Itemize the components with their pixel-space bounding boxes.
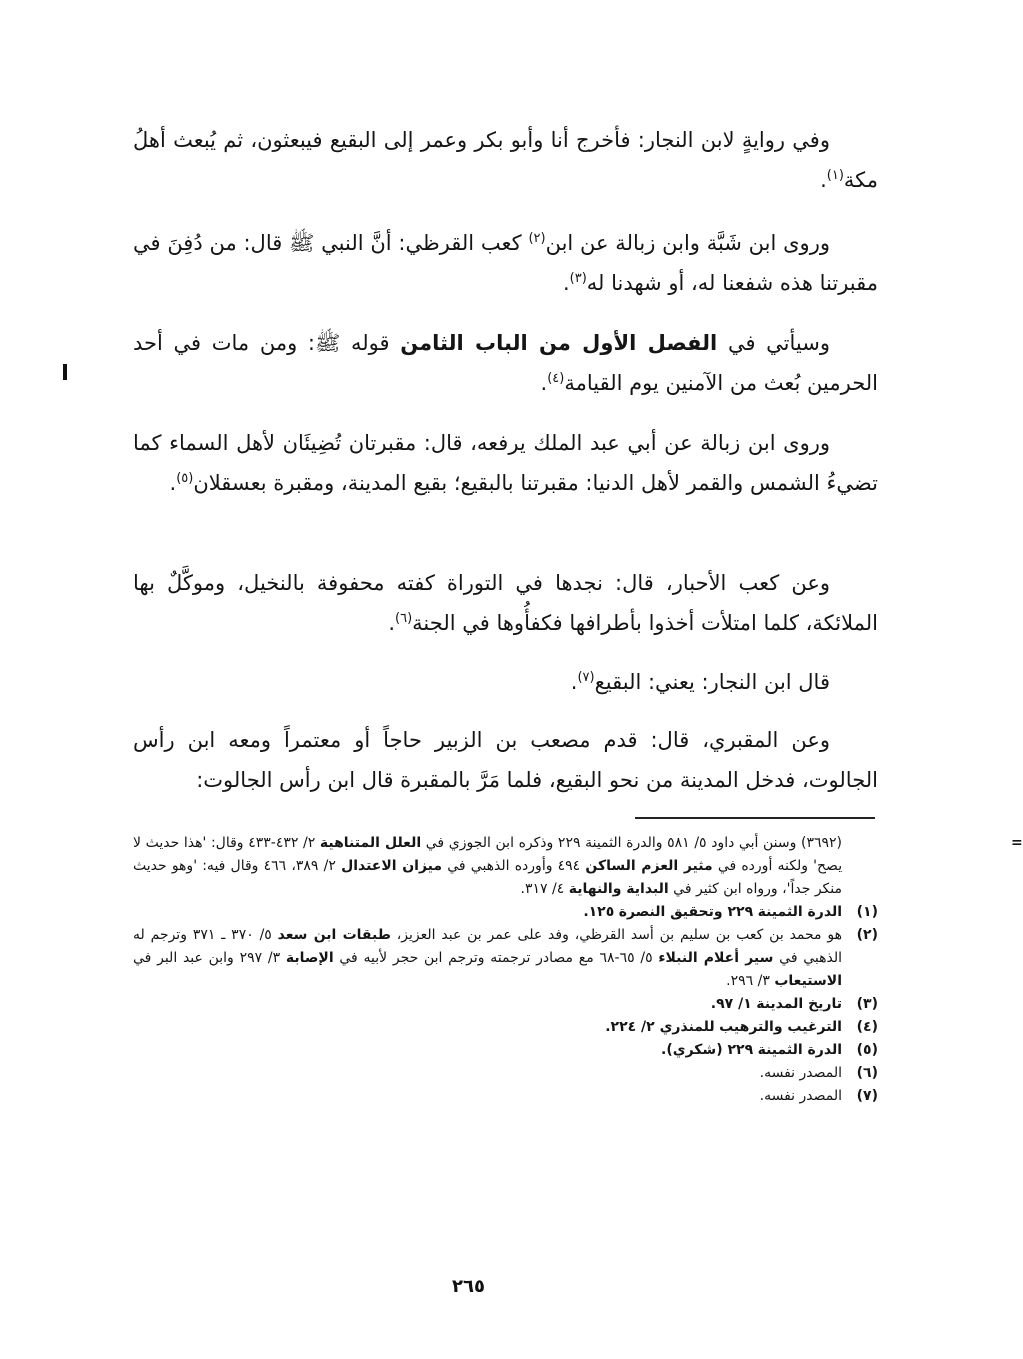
footnote-text: هو محمد بن كعب بن سليم بن أسد القرظي، وفد على عمر بن عبد العزيز،	[396, 927, 843, 943]
footnote-text	[133, 901, 842, 924]
footnote-1	[133, 901, 878, 924]
footnote-number: (٣)	[856, 996, 878, 1012]
footnote-separator	[635, 817, 875, 819]
footnote-continuation-text	[133, 832, 878, 901]
paragraph-end: .	[388, 611, 396, 635]
footnote-ref-1[interactable]: (١)	[826, 168, 844, 183]
source-title: مثير العزم الساكن	[585, 858, 713, 874]
footnote-text: المصدر نفسه.	[759, 1065, 842, 1081]
source-title: البداية والنهاية	[568, 881, 669, 897]
paragraph-text: قال ابن النجار: يعني: البقيع	[594, 670, 830, 694]
source-title: طبقات ابن سعد	[277, 927, 391, 943]
paragraph-text: وفي روايةٍ لابن النجار: فأخرج أنا وأبو بكر وعمر إلى البقيع فيبعثون، ثم يُبعث أهلُ مكة	[133, 128, 878, 192]
paragraph-text: وروى ابن شَبَّة وابن زبالة عن ابن	[545, 231, 830, 255]
paragraph-end: .	[570, 670, 578, 694]
footnote-text: ٢/ ٣٨٩، ٤٦٦ وقال فيه: 'وهو حديث منكر جداً'، ورواه ابن كثير في	[133, 858, 842, 897]
footnote-text	[133, 993, 842, 1016]
footnote-text: ٢٢٩ و	[713, 904, 754, 920]
footnote-text: المصدر نفسه.	[759, 1088, 842, 1104]
footnote-ref-6[interactable]: (٦)	[395, 611, 413, 626]
footnote-6	[133, 1062, 878, 1085]
page-number: ٢٦٥	[452, 1276, 485, 1297]
source-title: سير أعلام النبلاء	[658, 950, 774, 966]
footnote-text: ١٢٥.	[583, 904, 615, 920]
source-title: الدرة الثمينة	[757, 904, 842, 920]
footnote-number: (٢)	[856, 927, 878, 943]
footnotes	[133, 832, 1023, 1108]
paragraph-text: كعب القرظي: أنَّ النبي ﷺ قال: من دُفِنَ في مقبرتنا هذه شفعنا له، أو شهدنا له	[133, 231, 878, 295]
footnote-ref-7[interactable]: (٧)	[577, 670, 595, 685]
footnote-number: (٤)	[856, 1019, 878, 1035]
paragraph-end: .	[540, 371, 548, 395]
footnote-text: ٢٢٩ (شكري).	[661, 1042, 754, 1058]
paragraph-text: وروى ابن زبالة عن أبي عبد الملك يرفعه، قال: مقبرتان تُضِيئَان لأهل السماء كما تضيءُ الشمس والقمر لأهل الدنيا: مقبرتنا بالبقيع؛ بقيع المدينة، ومقبرة بعسقلان	[133, 431, 878, 495]
source-title: تاريخ المدينة	[756, 996, 842, 1012]
footnote-ref-5[interactable]: (٥)	[176, 471, 194, 486]
footnote-ref-2[interactable]: (٢)	[528, 231, 546, 246]
source-title: الاستيعاب	[774, 973, 842, 989]
paragraph-end: .	[562, 271, 570, 295]
footnote-7	[133, 1085, 878, 1108]
paragraph-text: وعن المقبري، قال: قدم مصعب بن الزبير حاجاً أو معتمراً ومعه ابن رأس الجالوت، فدخل المدينة من نحو البقيع، فلما مَرَّ بالمقبرة قال ابن رأس الجالوت:	[133, 728, 878, 792]
paragraph-3	[133, 323, 878, 403]
source-title: الإصابة	[285, 950, 334, 966]
source-title: تحقيق النصرة	[618, 904, 714, 920]
footnote-text: (٣٦٩٢) وسنن أبي داود ٥/ ٥٨١ والدرة الثمينة ٢٢٩ وذكره ابن الجوزي في	[425, 835, 843, 851]
margin-mark	[63, 364, 67, 380]
chapter-reference: الفصل الأول من الباب الثامن	[400, 331, 718, 355]
footnote-ref-3[interactable]: (٣)	[569, 271, 587, 286]
continuation-mark: =	[1011, 835, 1023, 851]
footnote-2	[133, 924, 878, 993]
footnote-text: ٣/ ٢٩٧ وابن عبد البر في	[133, 950, 281, 966]
paragraph-text: وسيأتي في	[727, 331, 830, 355]
footnote-ref-4[interactable]: (٤)	[547, 371, 565, 386]
footnote-text: ٢/ ٤٣٢-٤٣٣ وقال: 'هذا حديث لا يصح' ولكنه أورده في	[133, 835, 843, 874]
footnote-text: ٥/ ٦٥-٦٨ مع مصادر ترجمته وترجم ابن حجر لأبيه في	[339, 950, 653, 966]
footnote-5	[133, 1039, 878, 1062]
footnote-text	[133, 1016, 842, 1039]
paragraph-6	[133, 662, 878, 702]
paragraph-5	[133, 563, 878, 643]
footnote-number: (٦)	[856, 1065, 878, 1081]
footnote-text	[133, 924, 842, 993]
footnote-text: ٤٩٤ وأورده الذهبي في	[447, 858, 581, 874]
paragraph-1	[133, 120, 878, 200]
footnote-text: ٥/ ٣٧٠ ـ ٣٧١ وترجم له الذهبي في	[133, 927, 843, 966]
source-title: الدرة الثمينة	[757, 1042, 842, 1058]
paragraph-7	[133, 720, 878, 800]
source-title: ميزان الاعتدال	[341, 858, 443, 874]
footnote-continuation	[133, 832, 1023, 901]
footnote-number: (٥)	[856, 1042, 878, 1058]
footnote-number: (١)	[856, 904, 878, 920]
footnote-3	[133, 993, 878, 1016]
footnote-text	[133, 1039, 842, 1062]
source-title: الترغيب والترهيب	[719, 1019, 842, 1035]
paragraph-2	[133, 223, 878, 303]
paragraph-4	[133, 423, 878, 503]
footnote-number: (٧)	[856, 1088, 878, 1104]
paragraph-end: .	[820, 168, 827, 192]
paragraph-text: قوله ﷺ: ومن مات في أحد الحرمين بُعث من الآمنين يوم القيامة	[133, 331, 878, 395]
source-title: العلل المتناهية	[319, 835, 422, 851]
footnote-4	[133, 1016, 878, 1039]
paragraph-text: وعن كعب الأحبار، قال: نجدها في التوراة كفته محفوفة بالنخيل، وموكَّلٌ بها الملائكة، كلما امتلأت أخذوا بأطرافها فكفأُوها في الجنة	[133, 571, 878, 635]
paragraph-end: .	[169, 471, 177, 495]
footnote-text: ٤/ ٣١٧.	[520, 881, 565, 897]
footnote-text: للمنذري ٢/ ٢٢٤.	[605, 1019, 715, 1035]
footnote-text: ١/ ٩٧.	[710, 996, 752, 1012]
footnote-text: ٣/ ٢٩٦.	[726, 973, 770, 989]
